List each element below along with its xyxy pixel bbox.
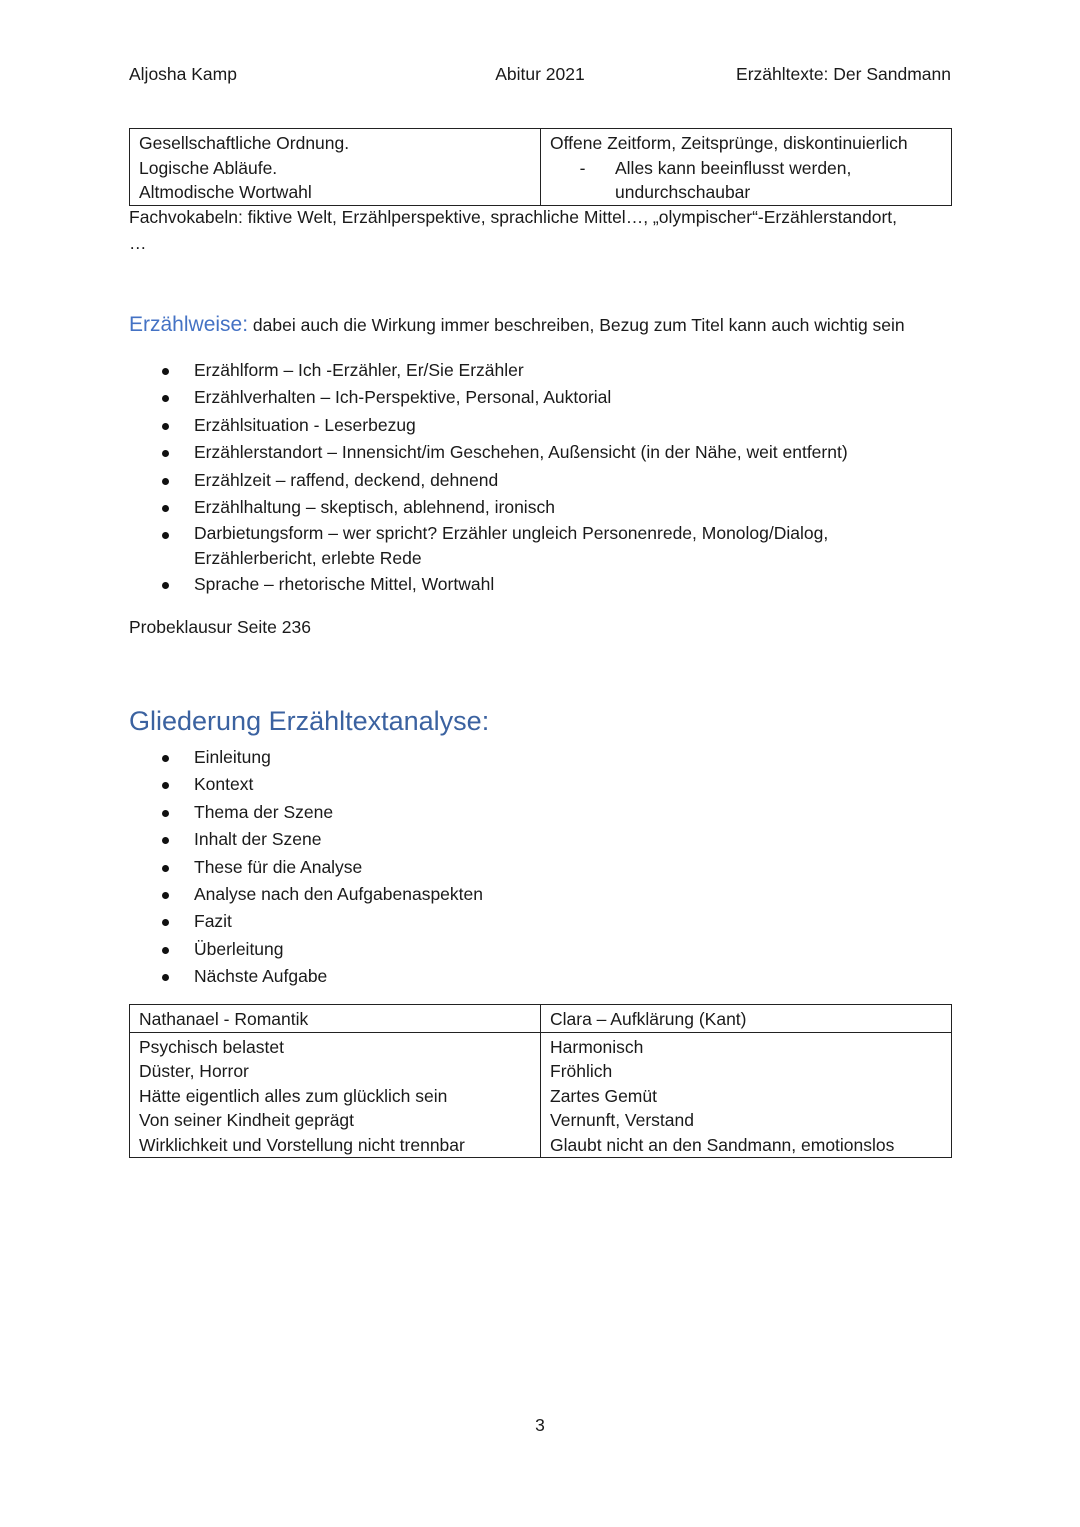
gliederung-list: [158, 744, 914, 991]
fachvokabeln-ellipsis: …: [129, 233, 147, 253]
list-item-line: Erzählerbericht, erlebte Rede: [194, 548, 422, 569]
list-item: Fazit: [158, 908, 914, 935]
table-header-row: [130, 1005, 952, 1033]
erzaehlweise-description: dabei auch die Wirkung immer beschreiben, Bezug zum Titel kann auch wichtig sein: [248, 315, 905, 335]
list-item: [158, 521, 914, 571]
top-table-right-cell: [541, 129, 952, 206]
list-item: Erzählhaltung – skeptisch, ablehnend, ironisch: [158, 494, 914, 521]
list-item: Sprache – rhetorische Mittel, Wortwahl: [158, 571, 914, 598]
table-line: Glaubt nicht an den Sandmann, emotionslos: [550, 1134, 895, 1155]
probeklausur-note: Probeklausur Seite 236: [129, 617, 311, 637]
list-item: Kontext: [158, 771, 914, 798]
page-number: 3: [535, 1415, 545, 1435]
fachvokabeln-paragraph: [129, 204, 959, 256]
table-line: Düster, Horror: [139, 1061, 249, 1081]
list-item-line: Darbietungsform – wer spricht? Erzähler ungleich Personenrede, Monolog/Dialog,: [194, 523, 829, 544]
table-line: Von seiner Kindheit geprägt: [139, 1110, 355, 1130]
table-line: Fröhlich: [550, 1061, 613, 1081]
list-item: Inhalt der Szene: [158, 826, 914, 853]
dash-marker: -: [579, 157, 586, 178]
table-line: Zartes Gemüt: [550, 1085, 657, 1106]
header-center: Abitur 2021: [495, 64, 585, 84]
list-item: Erzählverhalten – Ich-Perspektive, Personal, Auktorial: [158, 384, 914, 411]
table-row: [130, 129, 952, 206]
table-line: Alles kann beeinflusst werden,: [615, 157, 852, 178]
table-line: Hätte eigentlich alles zum glücklich sein: [139, 1085, 448, 1106]
nathanael-traits-cell: [130, 1032, 541, 1158]
list-item: Einleitung: [158, 744, 914, 771]
table-line: Vernunft, Verstand: [550, 1110, 694, 1130]
table-row: [130, 1032, 952, 1158]
table-line: Altmodische Wortwahl: [139, 182, 312, 202]
list-item: Erzählzeit – raffend, deckend, dehnend: [158, 467, 914, 494]
table-line: Wirklichkeit und Vorstellung nicht trennbar: [139, 1134, 465, 1155]
erzaehlweise-heading: [129, 313, 959, 337]
table-line: Harmonisch: [550, 1036, 644, 1057]
list-item: Erzählerstandort – Innensicht/im Geschehen, Außensicht (in der Nähe, weit entfernt): [158, 439, 914, 466]
table-line: undurchschaubar: [615, 182, 751, 202]
gliederung-title: Gliederung Erzähltextanalyse:: [129, 706, 490, 736]
top-table-left-cell: [130, 129, 541, 206]
list-item: Nächste Aufgabe: [158, 963, 914, 990]
table-line: Logische Abläufe.: [139, 157, 278, 178]
table-line: Psychisch belastet: [139, 1036, 284, 1057]
page-header: [129, 64, 951, 90]
list-item: Erzählform – Ich -Erzähler, Er/Sie Erzähler: [158, 357, 914, 384]
list-item: Überleitung: [158, 936, 914, 963]
table-line: Offene Zeitform, Zeitsprünge, diskontinuierlich: [550, 133, 908, 153]
fachvokabeln-line: Fachvokabeln: fiktive Welt, Erzählperspektive, sprachliche Mittel…, „olympischer“-Erzählerstandort,: [129, 207, 898, 227]
list-item: Analyse nach den Aufgabenaspekten: [158, 881, 914, 908]
list-item: Erzählsituation - Leserbezug: [158, 412, 914, 439]
header-topic: Erzähltexte: Der Sandmann: [736, 64, 951, 84]
header-author: Aljosha Kamp: [129, 64, 237, 84]
column-header-clara: Clara – Aufklärung (Kant): [541, 1005, 952, 1033]
column-header-nathanael: Nathanael - Romantik: [130, 1005, 541, 1033]
list-item: Thema der Szene: [158, 799, 914, 826]
erzaehlweise-label: Erzählweise:: [129, 313, 249, 336]
erzaehlweise-list: [158, 357, 914, 599]
clara-traits-cell: [541, 1032, 952, 1158]
table-line: Gesellschaftliche Ordnung.: [139, 133, 350, 153]
list-item: These für die Analyse: [158, 854, 914, 881]
table-dash-line: [550, 156, 942, 181]
comparison-table: [129, 1004, 952, 1158]
top-table: [129, 128, 952, 206]
